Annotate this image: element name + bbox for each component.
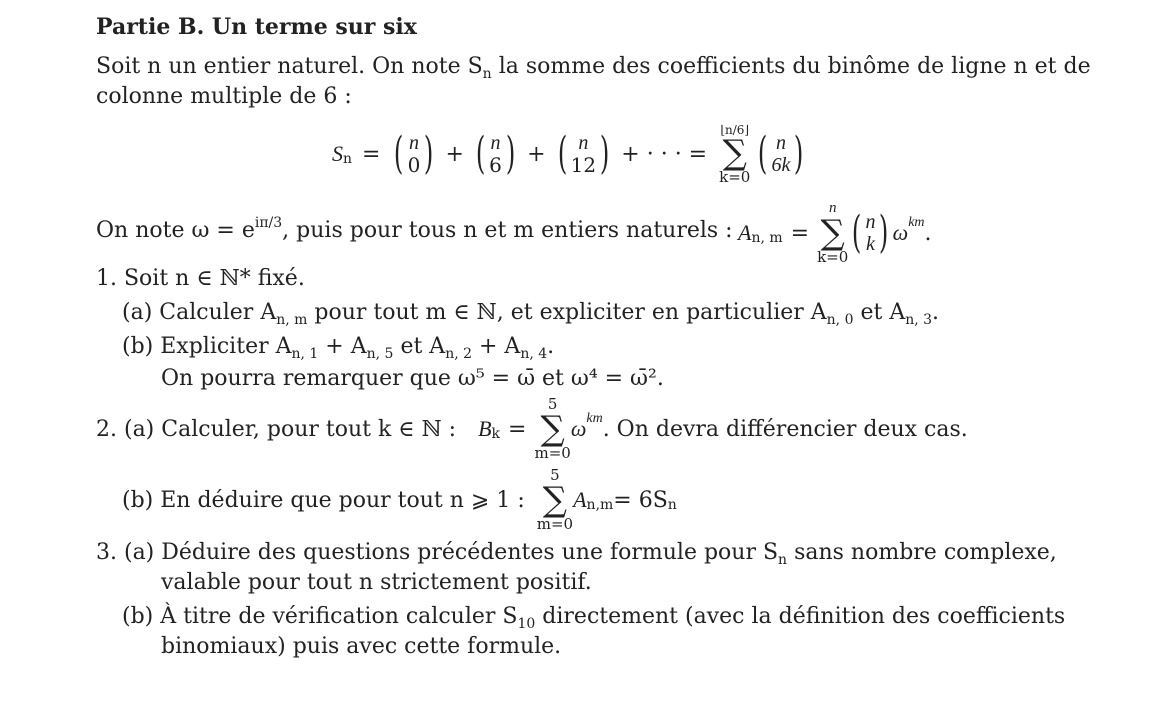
sn-binom-last: ( n 6k ) [758,128,804,179]
sn-lhs-sub: n [343,151,353,167]
omega-def-text: On note $\omega = e^{i\pi/3}$, puis pour tous n et m entiers naturels : [96,215,733,243]
a-nm-formula: A n, m = n ∑ k=0 ( n k ) ω km . [738,200,932,266]
sn-lhs: S [332,141,343,166]
sn-binom-1: ( n 6 ) [475,128,516,179]
q3b-line2: binomiaux) puis avec cette formule. [161,634,562,659]
q2b: (b) En déduire que pour tout n ⩾ 1 : 5 ∑ m=0 A n,m = 6S n [122,466,677,533]
q1a: (a) Calculer $A_{n, m}$ pour tout m ∈ ℕ, et expliciter en particulier $A_{n, 0}$ et $A_{n, 3}$. [122,300,940,328]
sn-sum-bottom: k=0 [719,167,751,186]
sn-binom-0: ( n 0 ) [394,128,434,179]
q3a-line2: valable pour tout n strictement positif. [161,570,592,595]
q1-label: 1. Soit n ∈ ℕ* fixé. [96,266,305,291]
section-heading: Partie B. Un terme sur six [96,14,417,40]
intro-sub: n [482,66,492,82]
q3a-line1: 3. (a) Déduire des questions précédentes une formule pour $S_n$ sans nombre complexe, [96,540,1057,568]
q1b-hint: On pourra remarquer que ω⁵ = ω̄ et ω⁴ = ω̄². [161,366,664,391]
sn-formula: S n = ( n 0 ) + ( n 6 ) + ( n 12 ) + · · · = ⌊n/6⌋ ∑ k=0 ( n 6k ) [332,114,808,194]
sn-sum: ⌊n/6⌋ ∑ k=0 [719,122,751,186]
intro-text-b: la somme des coefficients du binôme de ligne n et de [491,54,1091,79]
sn-dots: + · · · = [621,141,708,167]
sn-sum-top: ⌊n/6⌋ [720,122,750,137]
q3b-line1: (b) À titre de vérification calculer $S_{10}$ directement (avec la définition des coefficients [122,604,1066,632]
q1b: (b) Expliciter $A_{n, 1} + A_{n, 5}$ et $A_{n, 2} + A_{n, 4}$. [122,334,555,362]
intro-line-1 [96,54,1091,82]
intro-text-a: Soit n un entier naturel. On note S [96,54,483,79]
q2a: 2. (a) Calculer, pour tout k ∈ ℕ : B k = 5 ∑ m=0 ω km . On devra différencier deux cas. [96,395,968,462]
sn-binom-2: ( n 12 ) [557,128,610,179]
intro-line-2: colonne multiple de 6 : [96,84,352,109]
